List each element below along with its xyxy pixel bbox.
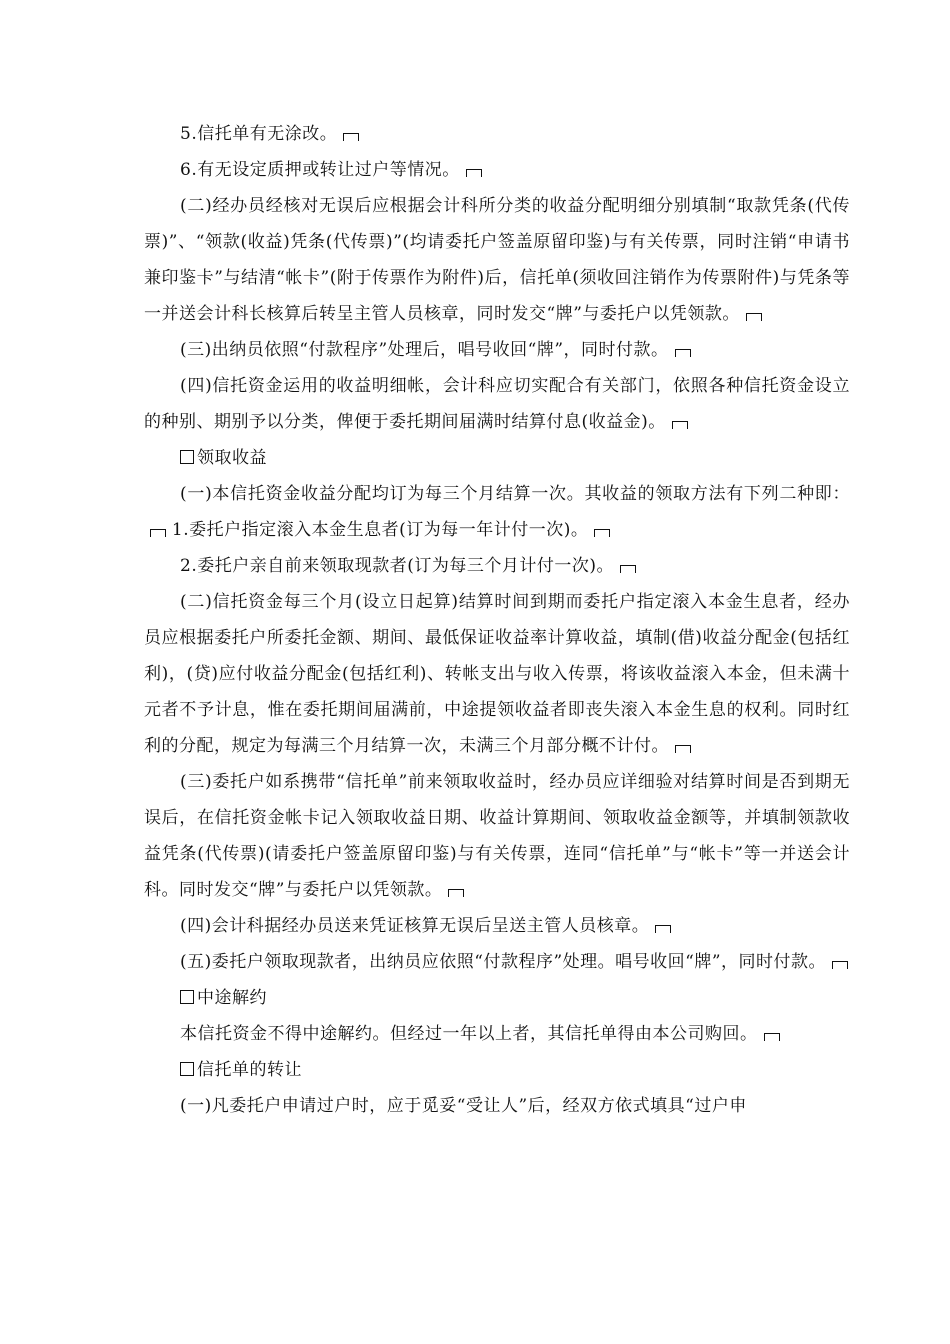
paragraph-transfer-1 <box>144 1088 850 1124</box>
paragraph-mark-icon <box>620 565 636 573</box>
paragraph-text: (三)委托户如系携带“信托单”前来领取收益时，经办员应详细验对结算时间是否到期无误后，在信托资金帐卡记入领取收益日期、收益计算期间、领取收益金额等，并填制领款收益凭条(代传票)(请委托户签盖原留印鉴)与有关传票，连同“信托单”与“帐卡”等一并送会计科。同时发交“牌”与委托户以凭领款。 <box>144 772 850 900</box>
paragraph-mark-icon <box>594 529 610 537</box>
paragraph-text: 6.有无设定质押或转让过户等情况。 <box>180 160 460 180</box>
paragraph-mark-icon <box>343 133 359 141</box>
paragraph-text: (二)信托资金每三个月(设立日起算)结算时间到期而委托户指定滚入本金生息者，经办员应根据委托户所委托金额、期间、最低保证收益率计算收益，填制(借)收益分配金(包括红利)，(贷)应付收益分配金(包括红利)、转帐支出与收入传票，将该收益滚入本金，但未满十元者不予计息，惟在委托期间届满前，中途提领收益者即丧失滚入本金生息的权利。同时红利的分配，规定为每满三个月结算一次，未满三个月部分概不计付。 <box>144 592 850 756</box>
paragraph-income-4 <box>144 908 850 944</box>
paragraph-mark-icon <box>746 313 762 321</box>
paragraph-text: (二)经办员经核对无误后应根据会计科所分类的收益分配明细分别填制“取款凭条(代传票)”、“领款(收益)凭条(代传票)”(均请委托户签盖原留印鉴)与有关传票，同时注销“申请书兼印鉴卡”与结清“帐卡”(附于传票作为附件)后，信托单(须收回注销作为传票附件)与凭条等一并送会计科长核算后转呈主管人员核章，同时发交“牌”与委托户以凭领款。 <box>144 196 850 324</box>
paragraph-text: (一)凡委托户申请过户时，应于觅妥“受让人”后，经双方依式填具“过户申 <box>180 1096 747 1116</box>
heading-text: 领取收益 <box>197 448 267 468</box>
heading-text: 信托单的转让 <box>197 1060 302 1080</box>
paragraph-income-5 <box>144 944 850 980</box>
paragraph-mark-icon <box>672 421 688 429</box>
paragraph-income-2 <box>144 584 850 764</box>
paragraph-mark-icon <box>150 529 166 537</box>
paragraph-text: (一)本信托资金收益分配均订为每三个月结算一次。其收益的领取方法有下列二种即： <box>180 484 850 504</box>
paragraph-mark-icon <box>764 1033 780 1041</box>
paragraph-text-tail: 1.委托户指定滚入本金生息者(订为每一年计付一次)。 <box>166 520 589 540</box>
paragraph-mark-icon <box>466 169 482 177</box>
paragraph-item-5 <box>144 116 850 152</box>
paragraph-income-method-2 <box>144 548 850 584</box>
paragraph-early-termination <box>144 1016 850 1052</box>
paragraph-item-6 <box>144 152 850 188</box>
paragraph-section-4 <box>144 368 850 440</box>
paragraph-mark-icon <box>675 349 691 357</box>
section-heading-early-termination <box>144 980 850 1016</box>
heading-text: 中途解约 <box>197 988 267 1008</box>
paragraph-mark-icon <box>655 925 671 933</box>
paragraph-text: 5.信托单有无涂改。 <box>180 124 338 144</box>
paragraph-mark-icon <box>448 889 464 897</box>
checkbox-square-icon <box>180 450 194 464</box>
section-heading-collect-income <box>144 440 850 476</box>
paragraph-income-1 <box>144 476 850 548</box>
checkbox-square-icon <box>180 990 194 1004</box>
paragraph-mark-icon <box>832 961 848 969</box>
paragraph-section-3 <box>144 332 850 368</box>
paragraph-text: (五)委托户领取现款者，出纳员应依照“付款程序”处理。唱号收回“牌”，同时付款。 <box>180 952 827 972</box>
paragraph-text: 2.委托户亲自前来领取现款者(订为每三个月计付一次)。 <box>180 556 614 576</box>
document-body <box>144 116 850 1124</box>
paragraph-text: (四)会计科据经办员送来凭证核算无误后呈送主管人员核章。 <box>180 916 650 936</box>
paragraph-text: 本信托资金不得中途解约。但经过一年以上者，其信托单得由本公司购回。 <box>180 1024 758 1044</box>
paragraph-text: (三)出纳员依照“付款程序”处理后，唱号收回“牌”，同时付款。 <box>180 340 669 360</box>
paragraph-income-3 <box>144 764 850 908</box>
paragraph-mark-icon <box>675 745 691 753</box>
paragraph-text: (四)信托资金运用的收益明细帐，会计科应切实配合有关部门，依照各种信托资金设立的种别、期别予以分类，俾便于委托期间届满时结算付息(收益金)。 <box>144 376 850 432</box>
section-heading-transfer <box>144 1052 850 1088</box>
checkbox-square-icon <box>180 1062 194 1076</box>
paragraph-section-2 <box>144 188 850 332</box>
